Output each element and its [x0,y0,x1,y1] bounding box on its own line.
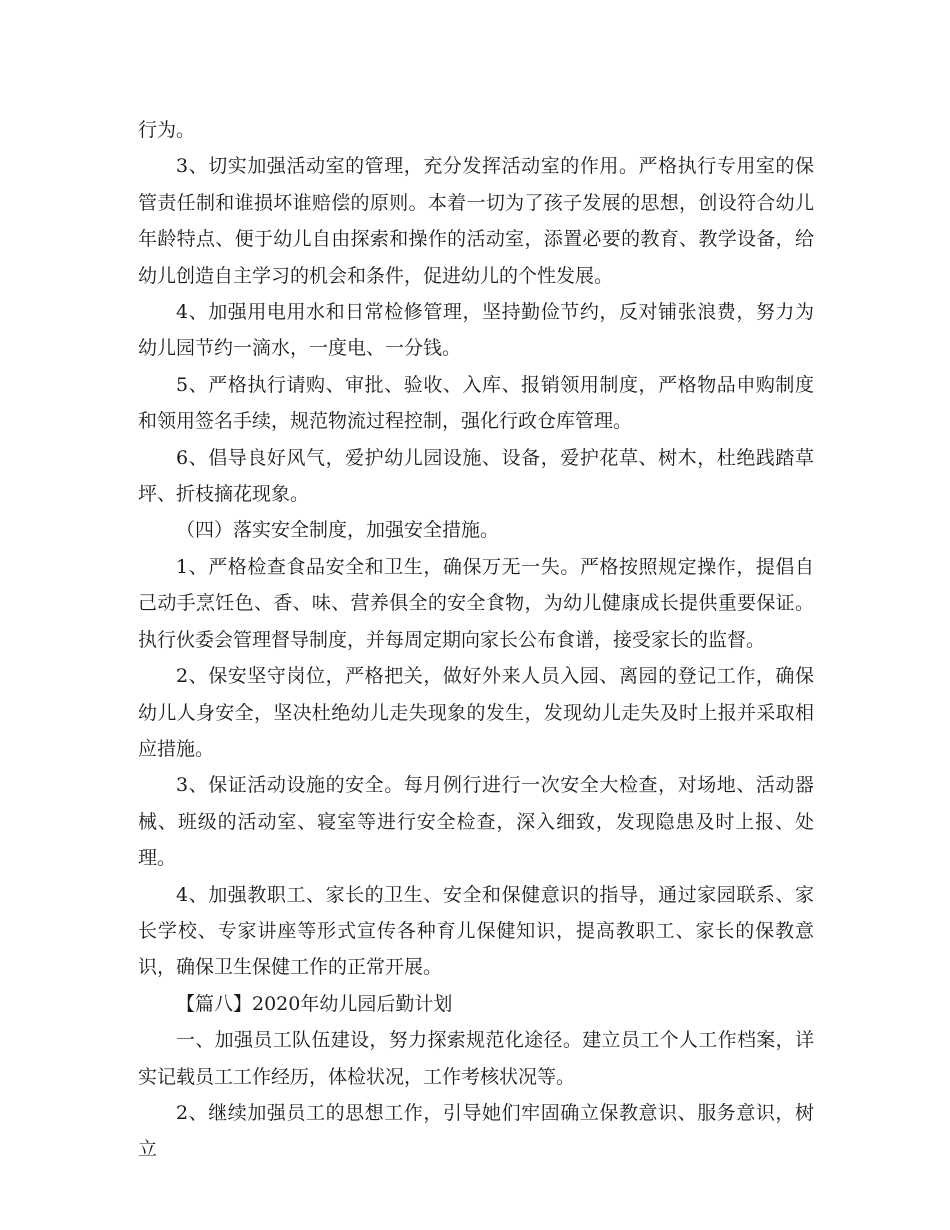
paragraph: 6、倡导良好风气，爱护幼儿园设施、设备，爱护花草、树木，杜绝践踏草坪、折枝摘花现象。 [138,446,814,506]
paragraph: 1、严格检查食品安全和卫生，确保万无一失。严格按照规定操作，提倡自己动手烹饪色、香、味、营养俱全的安全食物，为幼儿健康成长提供重要保证。执行伙委会管理督导制度，并每周定期向家长公布食谱，接受家长的监督。 [138,555,814,651]
paragraph: 5、严格执行请购、审批、验收、入库、报销领用制度，严格物品申购制度和领用签名手续，规范物流过程控制，强化行政仓库管理。 [138,373,814,433]
section-heading: （四）落实安全制度，加强安全措施。 [176,519,500,542]
paragraph: 2、继续加强员工的思想工作，引导她们牢固确立保教意识、服务意识，树立 [138,1101,814,1161]
paragraph: 4、加强教职工、家长的卫生、安全和保健意识的指导，通过家园联系、家长学校、专家讲座等形式宣传各种育儿保健知识，提高教职工、家长的保教意识，确保卫生保健工作的正常开展。 [138,883,814,979]
paragraph: 3、保证活动设施的安全。每月例行进行一次安全大检查，对场地、活动器械、班级的活动室、寝室等进行安全检查，深入细致，发现隐患及时上报、处理。 [138,774,814,870]
paragraph: 4、加强用电用水和日常检修管理，坚持勤俭节约，反对铺张浪费，努力为幼儿园节约一滴水，一度电、一分钱。 [138,301,814,360]
chapter-heading: 【篇八】2020年幼儿园后勤计划 [176,992,453,1015]
paragraph: 3、切实加强活动室的管理，充分发挥活动室的作用。严格执行专用室的保管责任制和谁损坏谁赔偿的原则。本着一切为了孩子发展的思想，创设符合幼儿年龄特点、便于幼儿自由探索和操作的活动室，添置必要的教育、教学设备，给幼儿创造自主学习的机会和条件，促进幼儿的个性发展。 [138,155,814,287]
document-body [138,112,814,1168]
paragraph: 一、加强员工队伍建设，努力探索规范化途径。建立员工个人工作档案，详实记载员工工作经历，体检状况，工作考核状况等。 [138,1029,814,1088]
paragraph: 2、保安坚守岗位，严格把关，做好外来人员入园、离园的登记工作，确保幼儿人身安全，坚决杜绝幼儿走失现象的发生，发现幼儿走失及时上报并采取相应措施。 [138,665,814,760]
paragraph: 行为。 [138,119,196,141]
